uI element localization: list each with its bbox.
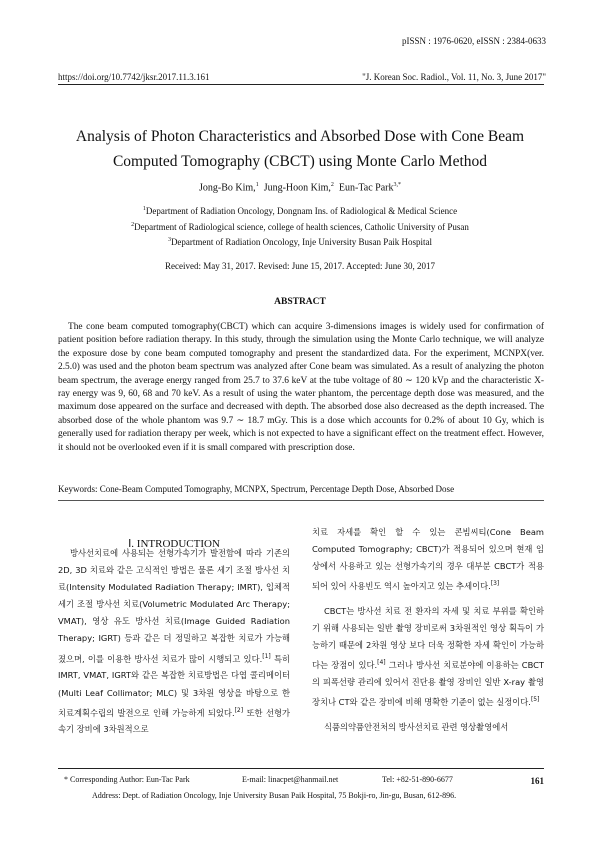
text-run: CBCT는 방사선 치료 전 환자의 자세 및 치료 부위를 확인하기 위해 사용되는 일반 촬영 장비로써 3차원적인 영상 획득이 가능하기 때문에 2차원 영상 보다 더욱 정확한 자세 확인이 가능하다는 장점이 있다. (312, 606, 544, 671)
author-name: Jung-Hoon Kim, (263, 182, 331, 194)
intro-paragraph-2 (312, 603, 544, 711)
title-line-2: Computed Tomography (CBCT) using Monte Carlo Method (112, 153, 488, 170)
issn-line: pISSN : 1976-0620, eISSN : 2384-0633 (401, 36, 546, 46)
header-divider (58, 84, 544, 85)
text-run: 방사선치료에 사용되는 선형가속기가 발전함에 따라 기존의 2D, 3D 치료와 같은 고식적인 방법은 물론 세기 조절 방사선 치료(Intensity Modulated Radiation Therapy; IMRT), 입체적 세기 조절 방사선 치료(Volumetric Modulated Arc Therapy; VMAT), 영상 유도 방사선 치료(Image Guided Radiation Therapy; IGRT) 등과 같은 더 정밀하고 복잡한 치료가 가능해졌으며, 이를 이용한 방사선 치료가 많이 시행되고 있다. (58, 548, 290, 664)
affiliation-1 (40, 206, 560, 216)
page-number: 161 (530, 776, 544, 786)
author-name: Eun-Tac Park (338, 182, 394, 194)
received-dates: Received: May 31, 2017. Revised: June 15, 2017. Accepted: June 30, 2017 (165, 261, 435, 271)
affil-text: Department of Radiation Oncology, Dongnam Ins. of Radiological & Medical Science (145, 206, 458, 216)
abstract-body (58, 321, 544, 455)
text-run: 또한 선형가속기 장비에 3차원적으로 (58, 707, 290, 735)
keywords: Keywords: Cone-Beam Computed Tomography, MCNPX, Spectrum, Percentage Depth Dose, Absorbed Dose (58, 484, 455, 494)
right-column (312, 524, 544, 736)
author-affil-mark: 3,* (393, 182, 401, 188)
abstract-heading: ABSTRACT (274, 297, 326, 307)
section-heading-introduction: Ⅰ. INTRODUCTION (128, 538, 220, 550)
citation-ref: [1] (262, 652, 271, 660)
body-divider (58, 500, 544, 501)
intro-paragraph-1-cont (312, 524, 544, 595)
intro-paragraph-3: 식품의약품안전처의 방사선치료 관련 영상촬영에서 (324, 722, 509, 733)
left-column (58, 545, 290, 739)
author-name: Jong-Bo Kim, (199, 182, 256, 194)
affil-text: Department of Radiation Oncology, Inje University Busan Paik Hospital (170, 237, 433, 247)
affil-mark: 1 (142, 206, 146, 212)
citation-ref: [5] (530, 696, 540, 704)
author-affil-mark: 1 (255, 182, 259, 188)
text-run: 치료 자세를 확인 할 수 있는 콘빔씨티(Cone Beam Computed Tomography; CBCT)가 적용되어 있으며 현재 임상에서 사용하고 있는 선형가속기의 경우 대부분 CBCT가 적용되어 있어 사용빈도 역시 높아지고 있는 추세이다. (312, 527, 544, 592)
doi-link[interactable]: https://doi.org/10.7742/jksr.2017.11.3.161 (58, 72, 210, 82)
telephone: Tel: +82-51-890-6677 (382, 775, 453, 784)
author-address: Address: Dept. of Radiation Oncology, Inje University Busan Paik Hospital, 75 Bokji-ro, Jin-gu, Busan, 612-896. (92, 791, 457, 800)
text-run: 특히 IMRT, VMAT, IGRT와 같은 복잡한 치료방법은 다엽 콜리메이터(Multi Leaf Collimator; MLC) 및 3차원 영상을 바탕으로 한 치료계획수립의 발전으로 인해 가능하게 되었다. (58, 653, 290, 718)
citation-ref: [4] (377, 659, 386, 667)
abstract-text: The cone beam computed tomography(CBCT) which can acquire 3-dimensions images is widely used for confirmation of patient position before radiation therapy. In this study, through the simulation using the Monte Carlo technique, we will analyze the exposure dose by cone beam computed tomography and present the standardized data. For the experiment, MCNPX(ver. 2.5.0) was used and the photon beam spectrum was analyzed after Cone beam was simulated. As a result of analyzing the photon beam spectrum, the average energy ranged from 25.7 to 37.6 keV at the tube voltage of 80 ∼ 120 kVp and the characteristic X-ray energy was 9, 60, 68 and 70 keV. As a result of using the water phantom, the percentage depth dose was measured, and the maximum dose appeared on the surface and decreased with depth. The absorbed dose also decreased as the depth increased. The absorbed dose of the whole phantom was 9.7 ∼ 18.7 mGy. This is a dose which accounts for 0.2% of about 10 Gy, which is generally used for radiation therapy per week, which is not expected to have a significant effect on the treatment effect. However, it should not be overlooked even if it is small compared with prescription dose. (58, 322, 544, 453)
intro-paragraph-1 (58, 545, 290, 739)
title-line-1: Analysis of Photon Characteristics and Absorbed Dose with Cone Beam (75, 128, 525, 145)
citation-ref: [3] (490, 580, 500, 588)
author-affil-mark: 2 (330, 182, 334, 188)
affiliation-2 (40, 222, 560, 232)
citation-ref: [2] (234, 706, 244, 714)
text-run: 그러나 방사선 치료분야에 이용하는 CBCT의 피폭선량 관리에 있어서 진단용 촬영 장비인 일반 X-ray 촬영 장치나 CT와 같은 장비에 비해 명확한 기준이 없는 실정이다. (312, 660, 544, 708)
affil-mark: 3 (167, 237, 171, 243)
author-list (40, 182, 560, 193)
affiliation-3 (40, 237, 560, 247)
corresponding-author: * Corresponding Author: Eun-Tac Park (64, 775, 190, 784)
email-address[interactable]: E-mail: linacpet@hanmail.net (242, 775, 339, 784)
affil-text: Department of Radiological science, college of health sciences, Catholic University of Pusan (134, 222, 469, 232)
paper-title (40, 124, 560, 174)
journal-citation: "J. Korean Soc. Radiol., Vol. 11, No. 3, June 2017" (362, 72, 546, 82)
footer-divider (58, 768, 544, 769)
affil-mark: 2 (131, 222, 135, 228)
